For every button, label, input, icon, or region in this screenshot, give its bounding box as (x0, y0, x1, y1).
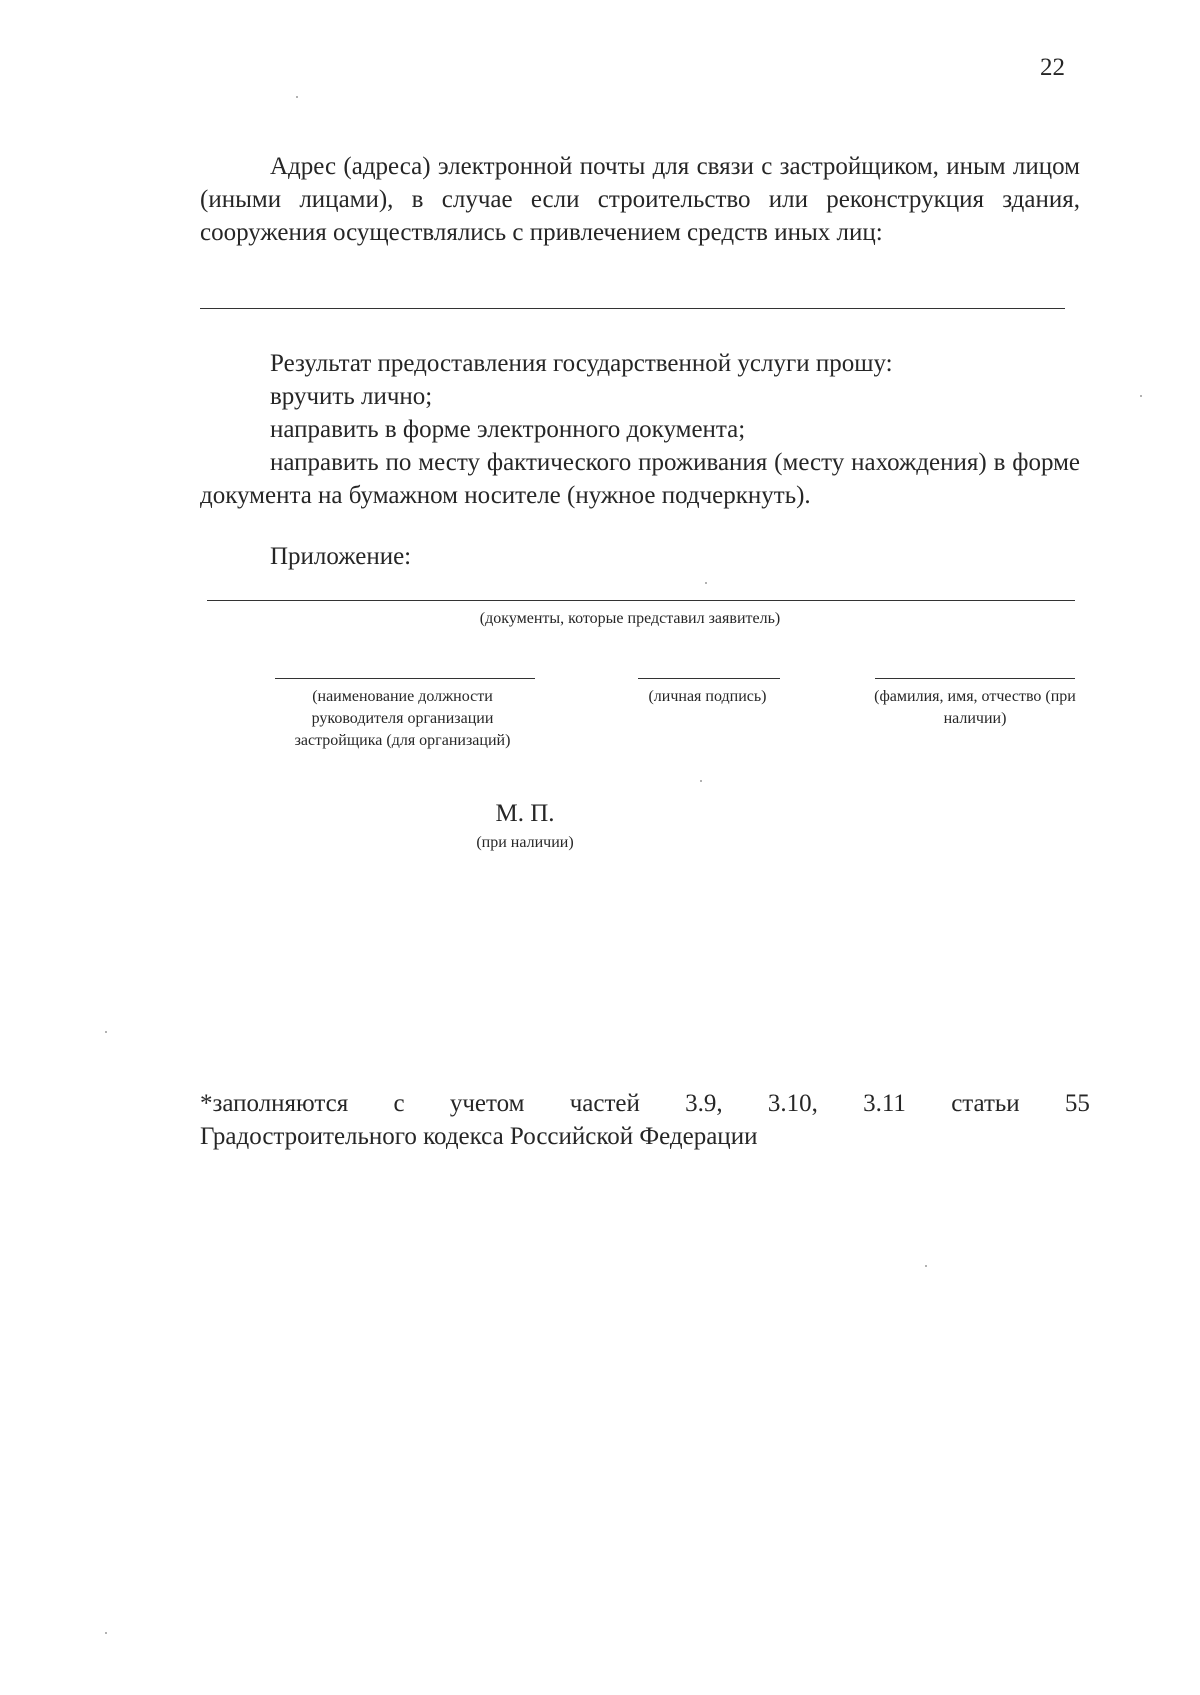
scan-speck (105, 1632, 107, 1634)
footnote-word: с (393, 1090, 405, 1117)
footnote-line-1 (200, 1087, 1090, 1120)
scan-speck (105, 1031, 107, 1033)
footnote-word: частей (569, 1090, 640, 1117)
name-caption: (фамилия, имя, отчество (при наличии) (874, 688, 1076, 727)
annex-caption: (документы, которые представил заявитель) (479, 610, 781, 627)
footnote-word: 55 (1064, 1090, 1090, 1117)
footnote-word: 3.9, (685, 1090, 723, 1117)
scan-speck (700, 780, 702, 782)
scan-speck (296, 96, 298, 98)
signature-caption: (личная подпись) (648, 688, 767, 705)
result-option-electronic[interactable]: направить в форме электронного документа; (270, 416, 746, 443)
footnote (200, 1087, 1090, 1153)
seal-caption: (при наличии) (476, 834, 574, 851)
result-heading: Результат предоставления государственной услуги прошу: (270, 350, 893, 377)
scan-speck (925, 1265, 927, 1267)
page-number: 22 (1040, 54, 1065, 81)
signature-fill-line[interactable] (638, 678, 780, 679)
result-option-in-person[interactable]: вручить лично; (270, 383, 433, 410)
result-option-paper[interactable]: направить по месту фактического проживания (месту нахождения) в форме документа на бумажном носителе (нужное подчеркнуть). (200, 449, 1080, 509)
footnote-word: учетом (449, 1090, 525, 1117)
scan-speck (705, 582, 707, 584)
scan-speck (1140, 395, 1142, 397)
position-caption: (наименование должности руководителя организации застройщика (для организаций) (294, 688, 511, 749)
footnote-line-2: Градостроительного кодекса Российской Федерации (200, 1123, 758, 1150)
email-fill-line[interactable] (200, 308, 1065, 309)
seal-label: М. П. (495, 800, 555, 827)
footnote-word: *заполняются (200, 1090, 349, 1117)
footnote-word: 3.10, (767, 1090, 818, 1117)
annex-label: Приложение: (270, 543, 412, 570)
email-paragraph: Адрес (адреса) электронной почты для связи с застройщиком, иным лицом (иными лицами), в случае если строительство или реконструкция здания, сооружения осуществлялись с привлечением средств иных лиц: (200, 153, 1080, 246)
footnote-word: 3.11 (863, 1090, 906, 1117)
footnote-word: статьи (951, 1090, 1020, 1117)
position-fill-line[interactable] (275, 678, 535, 679)
name-fill-line[interactable] (875, 678, 1075, 679)
annex-fill-line[interactable] (207, 600, 1075, 601)
